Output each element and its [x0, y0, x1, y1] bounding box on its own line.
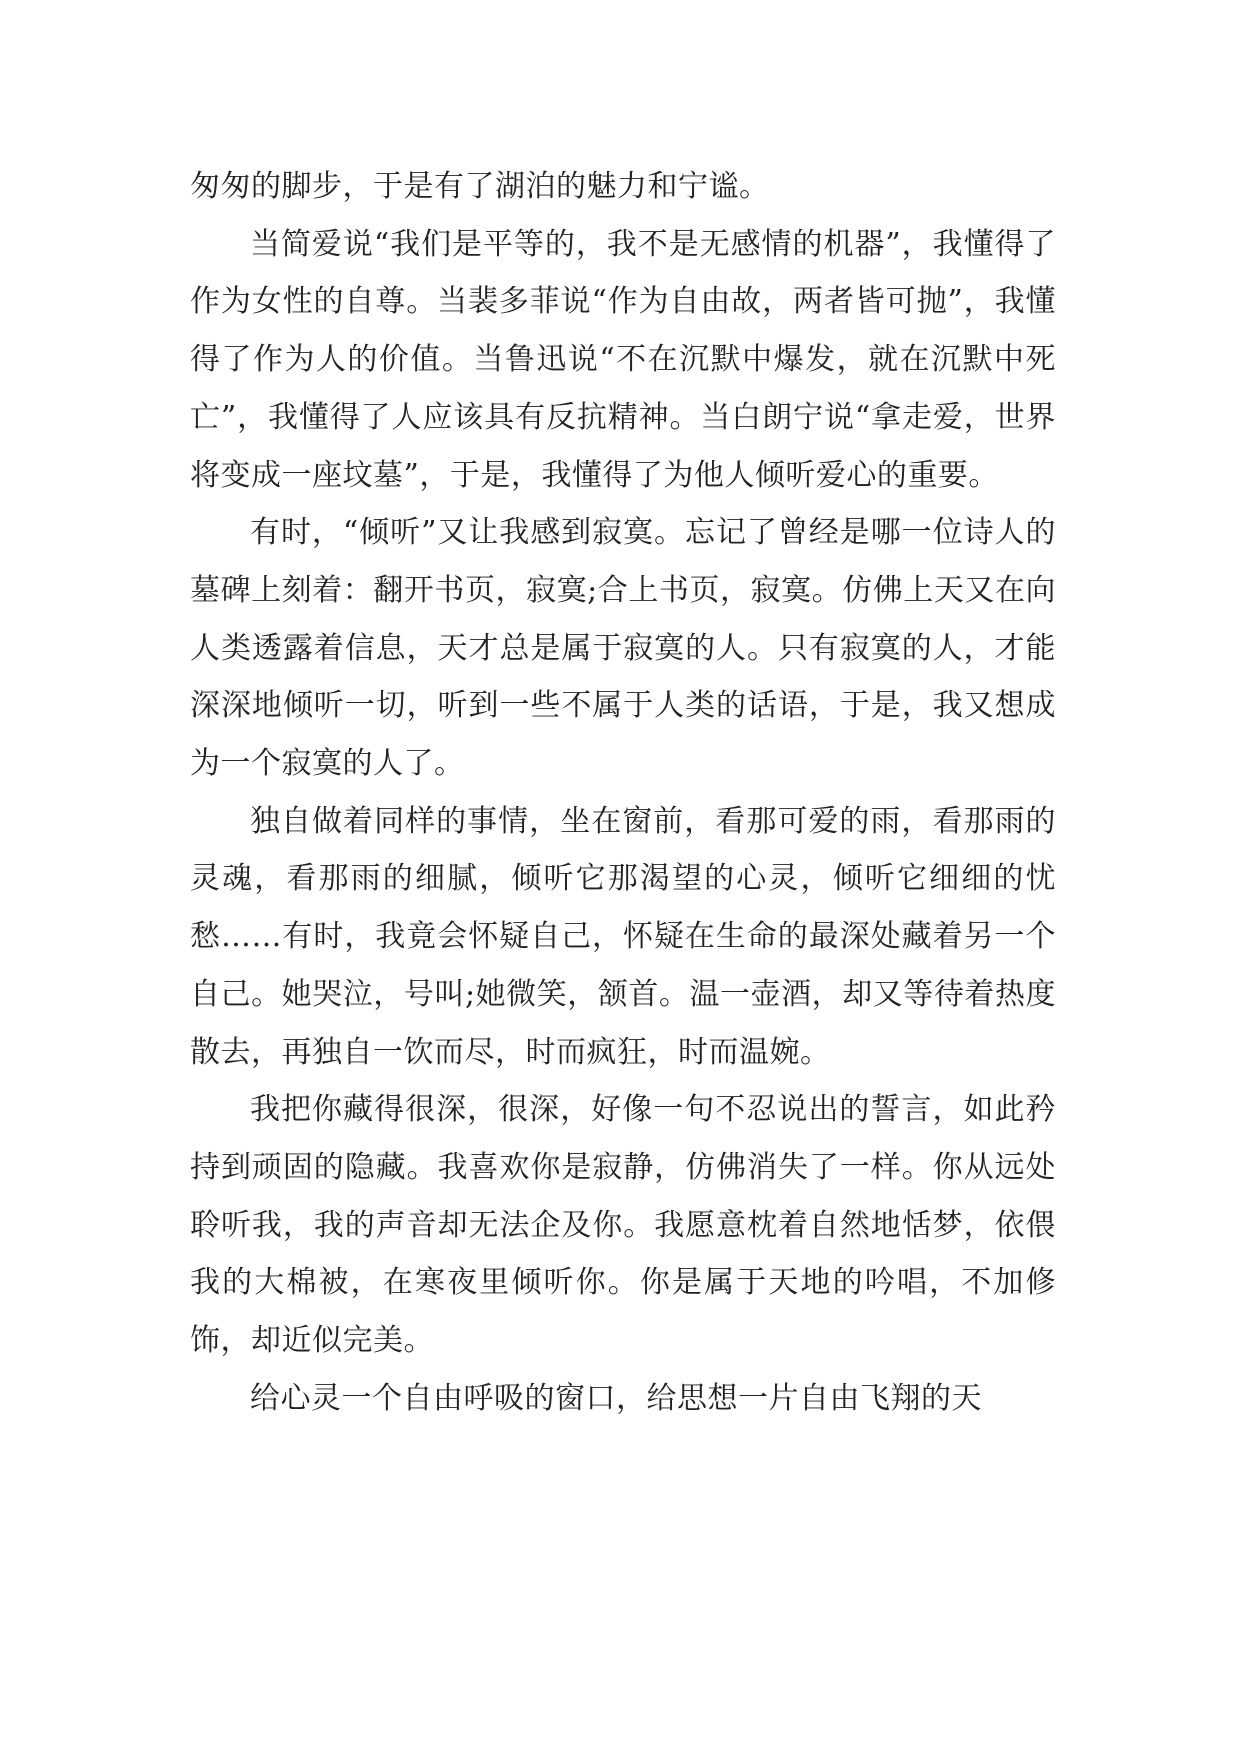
paragraph-window: 给心灵一个自由呼吸的窗口，给思想一片自由飞翔的天	[250, 1380, 982, 1416]
paragraph-rain: 独自做着同样的事情，坐在窗前，看那可爱的雨，看那雨的灵魂，看那雨的细腻，倾听它那渴望的心灵，倾听它细细的忧愁……有时，我竟会怀疑自己，怀疑在生命的最深处藏着另一个自己。她哭泣，号叫;她微笑，颔首。温一壶酒，却又等待着热度散去，再独自一饮而尽，时而疯狂，时而温婉。	[190, 803, 1056, 1070]
paragraph-jane-eyre: 当简爱说“我们是平等的，我不是无感情的机器”，我懂得了作为女性的自尊。当裴多菲说“作为自由故，两者皆可抛”，我懂得了作为人的价值。当鲁迅说“不在沉默中爆发，就在沉默中死亡”，我懂得了人应该具有反抗精神。当白朗宁说“拿走爱，世界将变成一座坟墓”，于是，我懂得了为他人倾听爱心的重要。	[190, 226, 1056, 493]
paragraph-continuation: 匆匆的脚步，于是有了湖泊的魅力和宁谧。	[190, 169, 770, 204]
paragraph-loneliness: 有时，“倾听”又让我感到寂寞。忘记了曾经是哪一位诗人的墓碑上刻着：翻开书页，寂寞;合上书页，寂寞。仿佛上天又在向人类透露着信息，天才总是属于寂寞的人。只有寂寞的人，才能深深地倾听一切，听到一些不属于人类的话语，于是，我又想成为一个寂寞的人了。	[190, 515, 1056, 782]
essay-body	[190, 158, 1056, 1427]
paragraph-hidden: 我把你藏得很深，很深，好像一句不忍说出的誓言，如此矜持到顽固的隐藏。我喜欢你是寂静，仿佛消失了一样。你从远处聆听我，我的声音却无法企及你。我愿意枕着自然地恬梦，依偎我的大棉被，在寒夜里倾听你。你是属于天地的吟唱，不加修饰，却近似完美。	[190, 1092, 1056, 1359]
